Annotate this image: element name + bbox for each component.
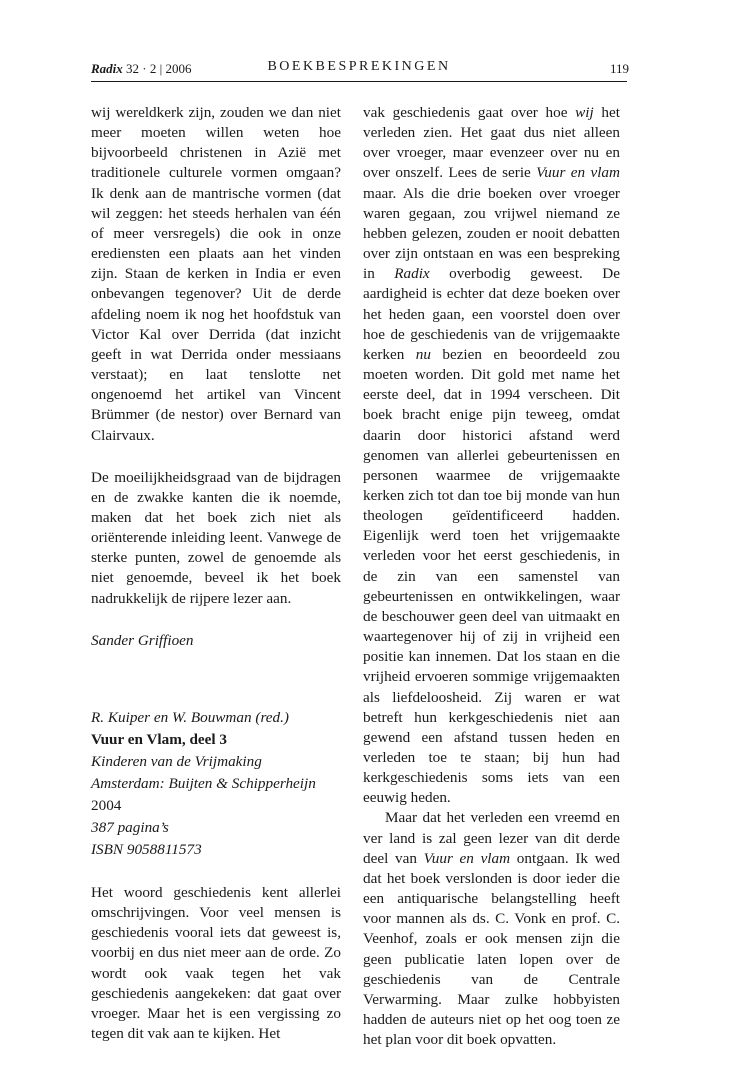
book-year: 2004 (91, 796, 122, 814)
paragraph: Het woord geschiedenis kent allerlei omschrijvingen. Voor veel mensen is geschiedenis vooral iets dat geweest is, voorbij en dus niet meer aan de orde. Zo wordt ook vaak tegen het vak geschiedenis aangekeken: dat gaat over vroeger. Maar het is een vergissing zo tegen dit vak aan te kijken. Het (91, 883, 341, 1042)
paragraph: wij wereldkerk zijn, zouden we dan niet meer moeten willen weten hoe bijvoorbeeld christenen in Azië met traditionele culturele vormen omgaan? Ik denk aan de mantrische vormen (dat wil zeggen: het steeds herhalen van één of meer versregels) die ook in onze erediensten een plaats aan het vinden zijn. Staan de kerken in India er even onbevangen tegenover? Uit de derde afdeling noem ik nog het hoofdstuk van Victor Kal over Derrida (dat inzicht geeft in wat Derrida onder messiaans verstaat); en laat tenslotte net ongenoemd het artikel van Vincent Brümmer (de nestor) over Bernard van Clairvaux. (91, 104, 341, 444)
reviewer-name: Sander Griffioen (91, 631, 194, 649)
paragraph: vak geschiedenis gaat over hoe wij het verleden zien. Het gaat dus niet alleen over vroeger, maar evenzeer over nu en over onszelf. Lees de serie Vuur en vlam maar. Als die drie boeken over vroeger waren gegaan, zou vrijwel niemand ze hebben gelezen, zouden er nooit debatten over zijn ontstaan en was een bespreking in Radix overbodig geweest. De aardigheid is echter dat deze boeken over het heden gaan, een voorstel doen over hoe de geschiedenis van de vrijgemaakte kerken nu bezien en beoordeeld zou moeten worden. Dit gold met name het eerste deel, dat in 1994 verscheen. Dit boek bracht enige pijn teweeg, omdat daarin door historici afstand werd genomen van allerlei gebeurtenissen en personen waarmee de vrijgemaakte kerken zich tot dan toe bij monde van hun theologen geïdentificeerd hadden. Eigenlijk werd toen het vrijgemaakte verleden voor het eerst geschiedenis, in de zin van een samenstel van gebeurtenissen en ontwikkelingen, waar de beschouwer geen deel van uitmaakt en waartegenover hij of zij in vrijheid een positie kan innemen. Dat los staan en die vrijheid ervoeren sommige vrijgemaakten als liefdeloosheid. Zij waren er wat betreft hun kerkgeschiedenis niet aan gewend een afstand tussen heden en verleden toe te staan; bij hun had kerkgeschiedenis soms iets van een eeuwig heden. (363, 104, 620, 807)
paragraph: De moeilijkheidsgraad van de bijdragen en de zwakke kanten die ik noemde, maken dat het boek zich niet als oriënterende inleiding leent. Vanwege de sterke punten, zowel de genoemde als niet genoemde, beveel ik het boek nadrukkelijk de rijpere lezer aan. (91, 468, 341, 607)
header-rule (91, 81, 627, 82)
book-isbn: ISBN 9058811573 (91, 840, 202, 858)
right-column (363, 103, 620, 1050)
book-details (91, 707, 341, 861)
journal-name: Radix (91, 61, 123, 76)
book-subtitle: Kinderen van de Vrijmaking (91, 752, 262, 770)
book-publisher: Amsterdam: Buijten & Schipperheijn (91, 774, 316, 792)
left-column (91, 103, 341, 1044)
book-editors: R. Kuiper en W. Bouwman (red.) (91, 708, 289, 726)
running-header (91, 59, 627, 81)
section-title: BOEKBESPREKINGEN (267, 59, 451, 74)
journal-issue: 32 · 2 | 2006 (126, 61, 192, 76)
page-number: 119 (609, 61, 629, 76)
book-pages: 387 pagina’s (91, 818, 169, 836)
paragraph: Maar dat het verleden een vreemd en ver land is zal geen lezer van dit derde deel van Vuur en vlam ontgaan. Ik wed dat het boek verslonden is door ieder die een antiquarische belangstelling heeft voor mannen als ds. C. Vonk en prof. C. Veenhof, zoals er ook mensen zijn die geen publicatie laten lopen over de geschiedenis van de Centrale Verwarming. Maar zulke hobbyisten hadden de auteurs niet op het oog toen ze het plan voor dit boek opvatten. (363, 809, 620, 1049)
book-title: Vuur en Vlam, deel 3 (91, 730, 228, 748)
